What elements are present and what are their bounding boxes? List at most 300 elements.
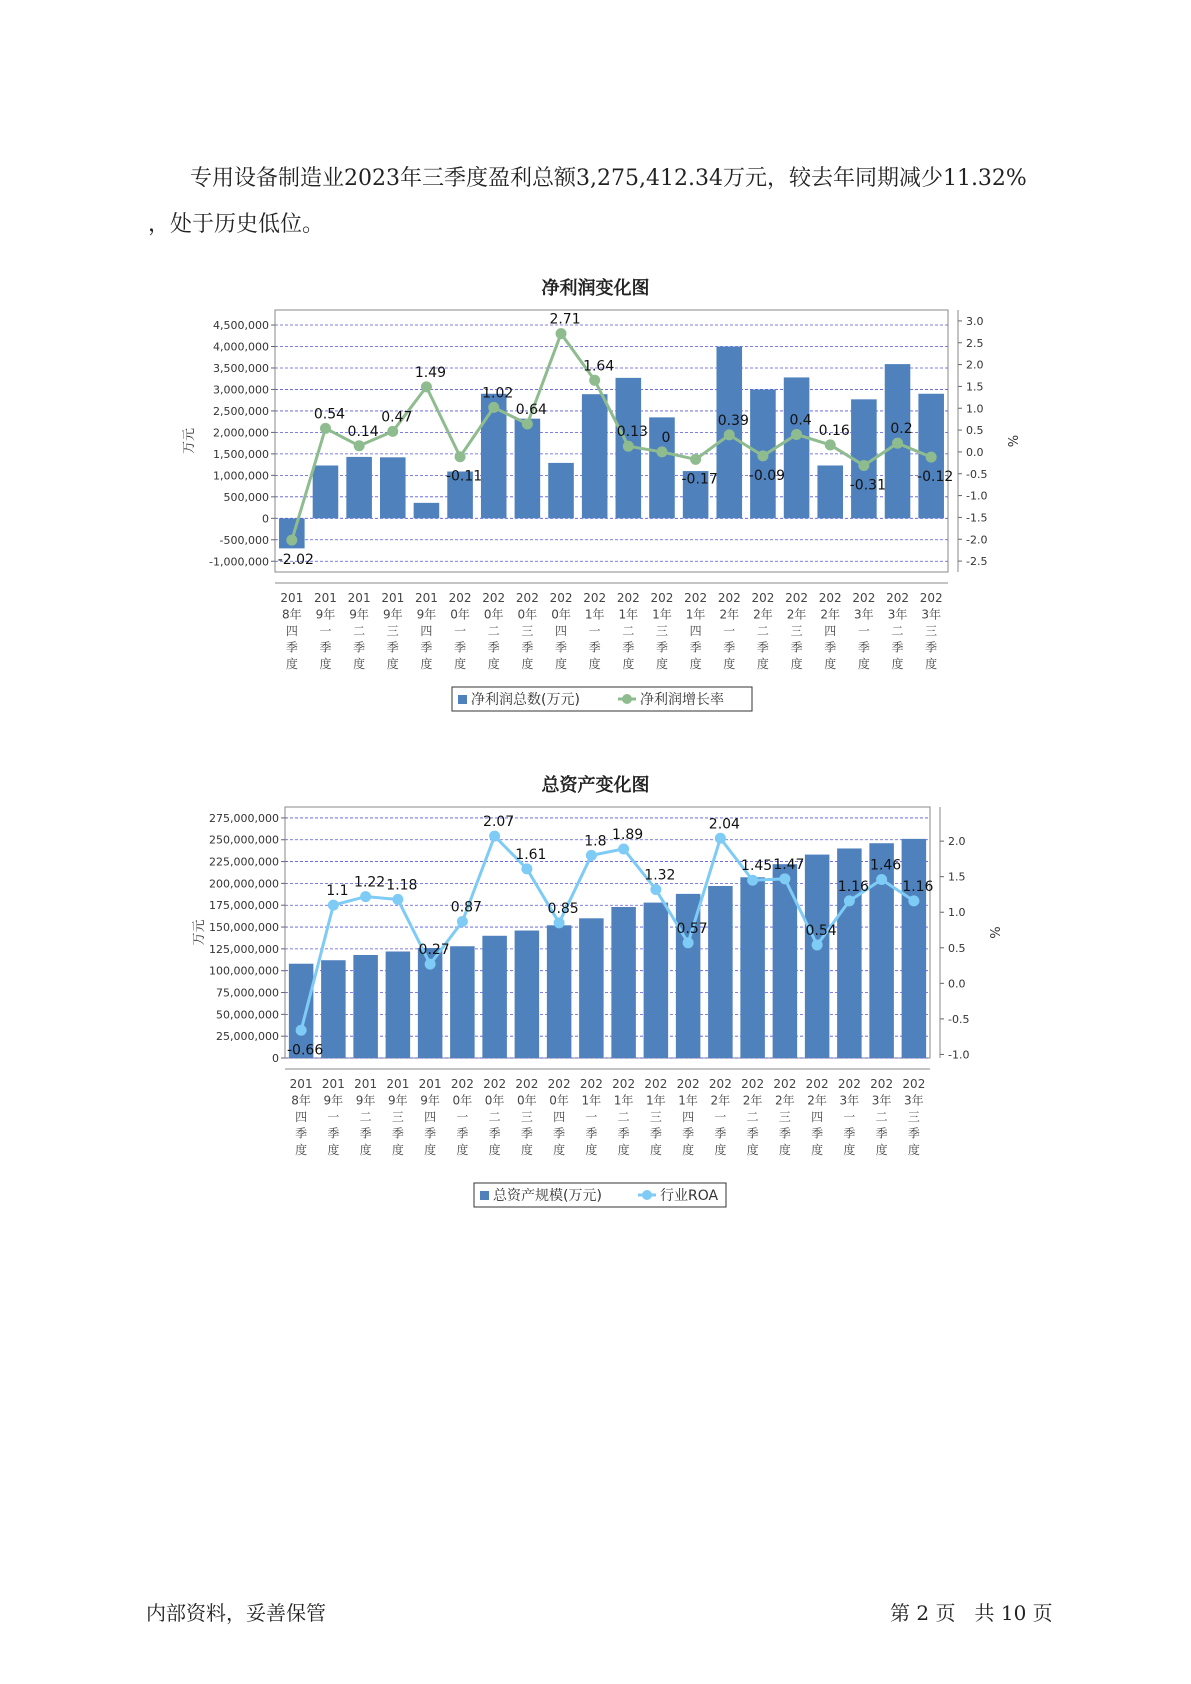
- bar: [321, 960, 346, 1058]
- category-label: 季: [723, 640, 736, 655]
- bar: [740, 877, 765, 1058]
- bar: [579, 918, 604, 1058]
- category-label: 202: [717, 591, 741, 605]
- chart1-title: 净利润变化图: [541, 278, 650, 299]
- category-label: 202: [579, 1077, 603, 1091]
- category-label: 度: [875, 1143, 888, 1157]
- summary-paragraph: [148, 156, 1068, 248]
- bar: [817, 465, 843, 518]
- category-label: 三: [925, 624, 938, 638]
- category-label: 季: [811, 1126, 824, 1141]
- category-label: 9年: [355, 1093, 376, 1108]
- data-label: 0.64: [515, 401, 547, 418]
- category-label: 四: [420, 624, 433, 638]
- category-label: 季: [327, 1126, 340, 1141]
- data-label: 0.87: [450, 899, 482, 916]
- category-label: 202: [773, 1077, 797, 1091]
- category-label: 三: [649, 1110, 662, 1124]
- line-point: [489, 831, 500, 842]
- category-label: 202: [515, 591, 539, 605]
- category-label: 202: [708, 1077, 732, 1091]
- data-label: 1.64: [583, 358, 615, 375]
- category-label: 季: [622, 640, 635, 655]
- left-tick-label: 100,000,000: [209, 964, 279, 978]
- category-label: 一: [714, 1110, 727, 1124]
- left-tick-label: 4,500,000: [213, 319, 269, 333]
- category-label: 202: [482, 591, 506, 605]
- category-label: 三: [391, 1110, 404, 1124]
- line-point: [892, 438, 903, 449]
- data-label: 1.22: [354, 874, 386, 891]
- summary-line-2: ，处于历史低位。: [148, 212, 325, 237]
- category-label: 季: [391, 1126, 404, 1141]
- data-label: -0.11: [445, 468, 483, 485]
- bar: [611, 907, 636, 1058]
- category-label: 度: [617, 1143, 630, 1157]
- category-label: 度: [723, 657, 736, 671]
- left-tick-label: 275,000,000: [209, 811, 279, 825]
- category-label: 季: [295, 1126, 308, 1141]
- right-tick-label: -2.5: [966, 555, 988, 569]
- category-label: 202: [751, 591, 775, 605]
- category-label: 度: [285, 657, 298, 671]
- category-label: 季: [353, 640, 366, 655]
- bar: [547, 925, 572, 1058]
- category-label: 1年: [581, 1093, 602, 1108]
- category-label: 三: [520, 1110, 533, 1124]
- category-label: 一: [454, 624, 467, 638]
- category-label: 二: [488, 1110, 501, 1124]
- category-label: 季: [520, 1126, 533, 1141]
- data-label: 0.39: [717, 412, 749, 429]
- category-label: 201: [347, 591, 371, 605]
- data-label: 1.61: [515, 846, 547, 863]
- category-label: 9年: [416, 607, 437, 622]
- category-label: 度: [327, 1143, 340, 1157]
- category-label: 度: [843, 1143, 856, 1157]
- category-label: 一: [327, 1110, 340, 1124]
- category-label: 季: [454, 640, 467, 655]
- category-label: 1年: [618, 607, 639, 622]
- category-label: 度: [386, 657, 399, 671]
- left-tick-label: 500,000: [223, 490, 269, 504]
- category-label: 季: [424, 1126, 437, 1141]
- category-label: 季: [319, 640, 332, 655]
- data-label: 1.32: [644, 867, 676, 884]
- data-label: 0.2: [890, 421, 913, 438]
- category-label: 201: [418, 1077, 442, 1091]
- category-label: 201: [289, 1077, 313, 1091]
- category-label: 202: [837, 1077, 861, 1091]
- category-label: 度: [555, 657, 568, 671]
- category-label: 3年: [921, 607, 941, 622]
- right-tick-label: 1.5: [948, 870, 966, 884]
- left-tick-label: 125,000,000: [209, 942, 279, 956]
- footer-confidential: 内部资料，妥善保管: [146, 1601, 326, 1625]
- category-label: 一: [588, 624, 601, 638]
- bar: [708, 886, 733, 1058]
- category-label: 二: [622, 624, 635, 638]
- category-label: 季: [778, 1126, 791, 1141]
- category-label: 2年: [753, 607, 773, 622]
- category-label: 2年: [719, 607, 740, 622]
- category-label: 季: [585, 1126, 598, 1141]
- legend-bar-swatch: [458, 695, 467, 704]
- legend-line-label: 行业ROA: [660, 1188, 719, 1204]
- line-point: [522, 418, 533, 429]
- category-label: 202: [549, 591, 573, 605]
- category-label: 度: [424, 1143, 437, 1157]
- left-tick-label: 2,500,000: [213, 404, 269, 418]
- category-label: 3年: [904, 1093, 924, 1108]
- left-tick-label: 150,000,000: [209, 921, 279, 935]
- category-label: 度: [811, 1143, 824, 1157]
- data-label: 1.47: [773, 856, 805, 873]
- category-label: 度: [778, 1143, 791, 1157]
- category-label: 季: [553, 1126, 566, 1141]
- category-label: 四: [285, 624, 298, 638]
- category-label: 季: [359, 1126, 372, 1141]
- bar: [784, 377, 810, 518]
- data-label: 1.16: [902, 878, 934, 895]
- line-point: [296, 1025, 307, 1036]
- data-label: -0.31: [849, 477, 886, 494]
- category-label: 一: [319, 624, 332, 638]
- category-label: 9年: [388, 1093, 408, 1108]
- category-label: 度: [454, 657, 467, 671]
- line-point: [715, 833, 726, 844]
- category-label: 9年: [315, 607, 336, 622]
- category-label: 度: [756, 657, 769, 671]
- right-axis-title: %: [986, 926, 1001, 939]
- category-label: 度: [359, 1143, 372, 1157]
- category-label: 度: [925, 657, 938, 671]
- right-axis-title: %: [1004, 434, 1019, 448]
- category-label: 季: [420, 640, 433, 655]
- bar: [482, 936, 507, 1058]
- category-label: 三: [386, 624, 399, 638]
- right-tick-label: 0.5: [948, 941, 966, 955]
- line-point: [779, 873, 790, 884]
- data-label: 1.49: [414, 364, 447, 381]
- right-tick-label: 3.0: [966, 314, 984, 328]
- right-tick-label: 2.0: [966, 358, 984, 372]
- data-label: 0.4: [789, 412, 812, 429]
- line-point: [908, 895, 919, 906]
- data-label: 0.13: [616, 424, 648, 441]
- category-label: 度: [588, 657, 601, 671]
- right-tick-label: -0.5: [966, 467, 988, 481]
- data-label: 0.54: [805, 922, 837, 939]
- line-point: [556, 328, 567, 339]
- line-point: [589, 375, 600, 386]
- category-label: 2年: [807, 1093, 827, 1108]
- data-label: 1.45: [741, 858, 773, 875]
- category-label: 201: [314, 591, 337, 605]
- category-label: 季: [756, 640, 769, 655]
- category-label: 度: [319, 657, 332, 671]
- category-label: 二: [875, 1110, 888, 1124]
- data-label: 0.47: [381, 409, 413, 426]
- line-point: [791, 429, 802, 440]
- category-label: 201: [381, 591, 405, 605]
- category-label: 季: [555, 640, 568, 655]
- line-point: [618, 843, 629, 854]
- category-label: 一: [843, 1110, 856, 1124]
- category-label: 0年: [483, 607, 504, 622]
- data-label: 1.02: [482, 385, 514, 402]
- category-label: 度: [488, 1143, 501, 1157]
- category-label: 四: [811, 1110, 824, 1124]
- line-point: [360, 891, 371, 902]
- legend-bar-label: 净利润总数(万元): [471, 692, 580, 708]
- left-tick-label: 225,000,000: [209, 855, 279, 869]
- plot-area: [275, 310, 948, 572]
- left-tick-label: -500,000: [219, 533, 269, 547]
- category-label: 二: [487, 624, 500, 638]
- category-label: 季: [746, 1126, 759, 1141]
- category-label: 季: [521, 640, 534, 655]
- category-label: 季: [588, 640, 601, 655]
- right-tick-label: 2.0: [948, 835, 966, 849]
- line-point: [392, 894, 403, 905]
- data-label: -0.09: [748, 467, 786, 484]
- category-label: 季: [857, 640, 870, 655]
- right-tick-label: 0.0: [966, 445, 984, 459]
- bar: [805, 855, 830, 1058]
- legend-bar-label: 总资产规模(万元): [493, 1188, 602, 1204]
- category-label: 202: [852, 591, 876, 605]
- category-label: 季: [790, 640, 803, 655]
- bar: [313, 465, 339, 518]
- category-label: 201: [280, 591, 304, 605]
- line-point: [554, 917, 565, 928]
- category-label: 202: [676, 1077, 700, 1091]
- left-tick-label: -1,000,000: [209, 555, 269, 569]
- category-label: 季: [488, 1126, 501, 1141]
- line-point: [521, 863, 532, 874]
- right-tick-label: -2.0: [966, 533, 988, 547]
- category-label: 202: [902, 1077, 926, 1091]
- bar: [902, 839, 927, 1058]
- bar: [353, 955, 378, 1058]
- category-label: 二: [359, 1110, 372, 1124]
- data-label: 1.16: [837, 878, 869, 895]
- line-point: [757, 450, 768, 461]
- category-label: 2年: [786, 607, 807, 622]
- category-label: 201: [354, 1077, 378, 1091]
- category-label: 202: [616, 591, 640, 605]
- category-label: 度: [746, 1143, 759, 1157]
- left-tick-label: 0: [262, 512, 269, 526]
- line-point: [683, 937, 694, 948]
- category-label: 季: [891, 640, 904, 655]
- category-label: 3年: [854, 607, 874, 622]
- right-tick-label: -0.5: [948, 1012, 970, 1026]
- left-tick-label: 250,000,000: [209, 833, 279, 847]
- data-label: 0.16: [818, 422, 850, 439]
- category-label: 季: [456, 1126, 469, 1141]
- legend-line-label: 净利润增长率: [640, 692, 724, 708]
- left-tick-label: 200,000,000: [209, 877, 279, 891]
- category-label: 度: [553, 1143, 566, 1157]
- category-label: 202: [870, 1077, 894, 1091]
- category-label: 季: [285, 640, 298, 655]
- left-tick-label: 4,000,000: [213, 340, 269, 354]
- line-point: [425, 959, 436, 970]
- category-label: 202: [515, 1077, 539, 1091]
- category-label: 四: [555, 624, 568, 638]
- category-label: 202: [547, 1077, 571, 1091]
- category-label: 0年: [549, 1093, 569, 1108]
- category-label: 202: [741, 1077, 765, 1091]
- category-label: 一: [585, 1110, 598, 1124]
- data-label: 0.27: [418, 942, 450, 959]
- category-label: 202: [483, 1077, 507, 1091]
- left-tick-label: 3,500,000: [213, 361, 269, 375]
- left-tick-label: 75,000,000: [216, 986, 279, 1000]
- category-label: 度: [682, 1143, 695, 1157]
- bar: [582, 394, 608, 518]
- category-label: 度: [520, 1143, 533, 1157]
- data-label: 0.54: [313, 406, 346, 423]
- category-label: 三: [655, 624, 668, 638]
- line-point: [844, 895, 855, 906]
- category-label: 一: [723, 624, 736, 638]
- category-label: 度: [824, 657, 837, 671]
- category-label: 1年: [584, 607, 605, 622]
- line-point: [690, 454, 701, 465]
- right-tick-label: 1.5: [966, 380, 984, 394]
- data-label: -0.12: [917, 469, 954, 486]
- category-label: 二: [891, 624, 904, 638]
- line-point: [457, 916, 468, 927]
- left-tick-label: 0: [272, 1052, 279, 1065]
- right-tick-label: -1.0: [966, 489, 988, 503]
- bar: [450, 946, 475, 1058]
- category-label: 202: [818, 591, 842, 605]
- category-label: 0年: [551, 607, 571, 622]
- category-label: 0年: [484, 1093, 505, 1108]
- category-label: 9年: [382, 607, 403, 622]
- category-label: 三: [907, 1110, 920, 1124]
- footer-page-number: 第 2 页 共 10 页: [890, 1601, 1053, 1625]
- category-label: 度: [689, 657, 702, 671]
- category-label: 季: [714, 1126, 727, 1141]
- category-label: 度: [714, 1143, 727, 1157]
- data-label: 1.46: [870, 857, 902, 874]
- data-label: 0: [661, 429, 671, 446]
- category-label: 202: [612, 1077, 636, 1091]
- category-label: 季: [649, 1126, 662, 1141]
- category-label: 季: [487, 640, 500, 655]
- category-label: 2年: [820, 607, 841, 622]
- data-label: -0.66: [287, 1042, 324, 1059]
- category-label: 202: [644, 1077, 668, 1091]
- bar: [414, 503, 440, 518]
- category-label: 度: [456, 1143, 469, 1157]
- line-point: [354, 440, 365, 451]
- category-label: 202: [886, 591, 909, 605]
- category-label: 季: [386, 640, 399, 655]
- category-label: 季: [907, 1126, 920, 1141]
- line-point: [812, 939, 823, 950]
- category-label: 度: [487, 657, 500, 671]
- category-label: 1年: [685, 607, 706, 622]
- category-label: 度: [857, 657, 870, 671]
- line-point: [825, 439, 836, 450]
- line-point: [656, 446, 667, 457]
- bar: [346, 457, 372, 518]
- category-label: 1年: [678, 1093, 698, 1108]
- right-tick-label: 1.0: [948, 906, 966, 920]
- category-label: 201: [414, 591, 438, 605]
- category-label: 1年: [652, 607, 672, 622]
- left-tick-label: 1,000,000: [213, 469, 269, 483]
- line-point: [328, 900, 339, 911]
- data-label: 0.85: [547, 900, 579, 917]
- left-tick-label: 1,500,000: [213, 447, 269, 461]
- line-point: [876, 874, 887, 885]
- category-label: 二: [353, 624, 366, 638]
- category-label: 0年: [452, 1093, 473, 1108]
- chart2-title: 总资产变化图: [541, 775, 650, 796]
- category-label: 202: [450, 1077, 474, 1091]
- legend-line-marker: [622, 694, 632, 704]
- line-point: [623, 441, 634, 452]
- line-point: [650, 884, 661, 895]
- legend-line-marker: [642, 1190, 652, 1200]
- left-tick-label: 2,000,000: [213, 426, 269, 440]
- bar: [386, 951, 411, 1058]
- category-label: 2年: [710, 1093, 731, 1108]
- category-label: 202: [583, 591, 607, 605]
- line-point: [421, 381, 432, 392]
- data-label: 2.04: [708, 816, 740, 833]
- bar: [548, 463, 574, 518]
- category-label: 季: [925, 640, 938, 655]
- category-label: 2年: [775, 1093, 795, 1108]
- bar: [644, 903, 669, 1058]
- data-label: 1.89: [612, 826, 644, 843]
- category-label: 8年: [291, 1093, 311, 1108]
- category-label: 度: [790, 657, 803, 671]
- right-tick-label: -1.5: [966, 511, 988, 525]
- category-label: 一: [857, 624, 870, 638]
- left-tick-label: 50,000,000: [216, 1008, 279, 1022]
- right-tick-label: 2.5: [966, 336, 984, 350]
- category-label: 一: [456, 1110, 469, 1124]
- category-label: 四: [295, 1110, 308, 1124]
- category-label: 四: [824, 624, 837, 638]
- line-point: [586, 850, 597, 861]
- category-label: 0年: [450, 607, 470, 622]
- category-label: 202: [448, 591, 472, 605]
- category-label: 0年: [517, 1093, 537, 1108]
- category-label: 二: [756, 624, 769, 638]
- data-label: 2.07: [483, 814, 515, 831]
- category-label: 二: [746, 1110, 759, 1124]
- category-label: 季: [655, 640, 668, 655]
- category-label: 二: [617, 1110, 630, 1124]
- summary-line-1: 专用设备制造业2023年三季度盈利总额3,275,412.34万元，较去年同期减少11.32%: [190, 166, 1027, 191]
- category-label: 201: [321, 1077, 345, 1091]
- category-label: 三: [778, 1110, 791, 1124]
- bar: [515, 419, 541, 519]
- category-label: 季: [689, 640, 702, 655]
- line-point: [858, 460, 869, 471]
- category-label: 9年: [323, 1093, 344, 1108]
